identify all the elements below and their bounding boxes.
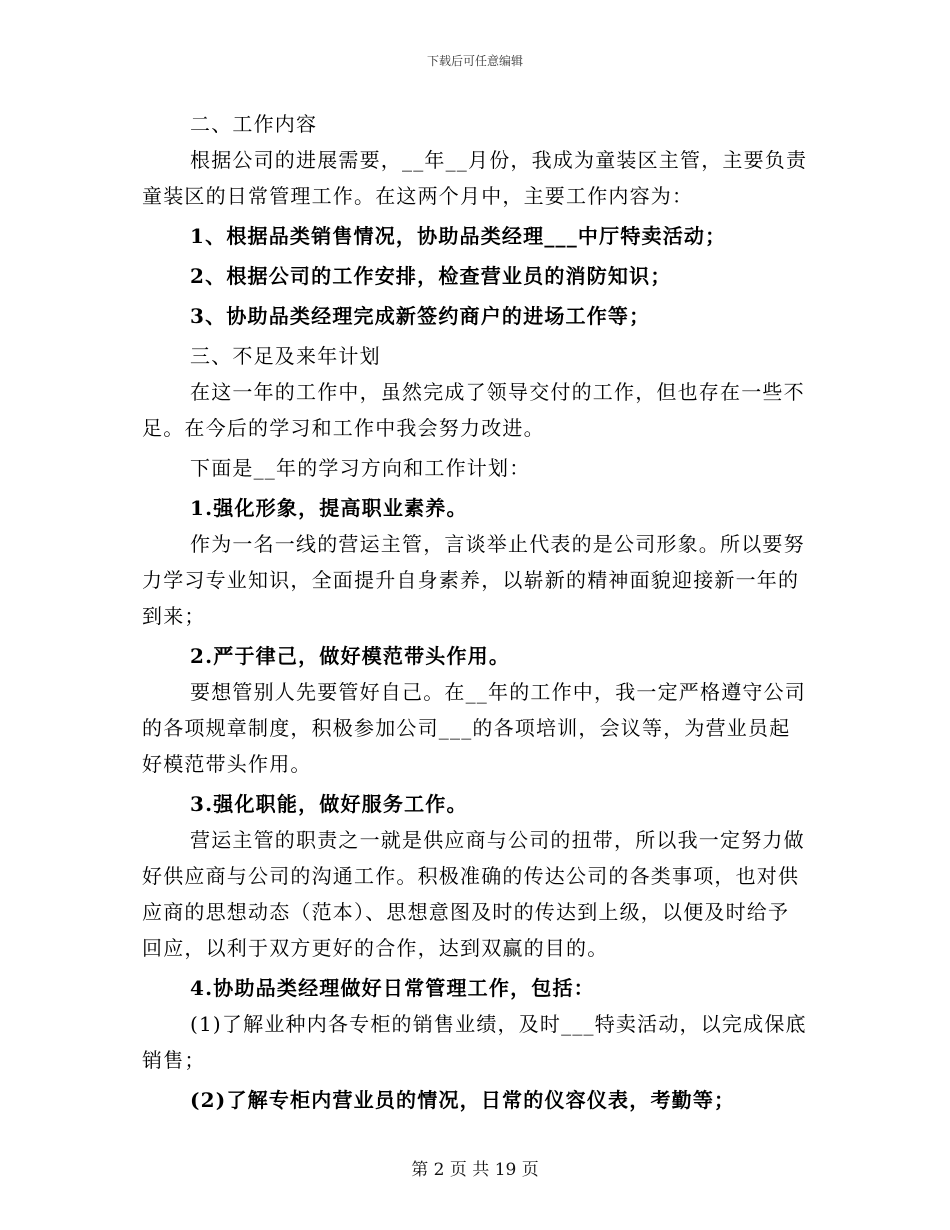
section-heading-work-content: 二、工作内容 (190, 112, 318, 136)
section-heading-plan: 三、不足及来年计划 (190, 344, 381, 368)
sub-item-2: (2)了解专柜内营业员的情况，日常的仪容仪表，考勤等； (190, 1088, 736, 1112)
page-number: 第 2 页 共 19 页 (411, 1160, 539, 1180)
plan-heading-1: 1.强化形象，提高职业素养。 (190, 496, 468, 520)
list-item-3: 3、协助品类经理完成新签约商户的进场工作等； (190, 304, 651, 328)
plan-heading-4: 4.协助品类经理做好日常管理工作，包括： (190, 976, 595, 1000)
plan-heading-2: 2.严于律己，做好模范带头作用。 (190, 644, 511, 668)
paragraph-shortcomings: 在这一年的工作中，虽然完成了领导交付的工作，但也存在一些不足。在今后的学习和工作中我会努力改进。 (142, 380, 805, 440)
sub-item-1: (1)了解业种内各专柜的销售业绩，及时___特卖活动，以完成保底销售； (142, 1012, 807, 1072)
paragraph-plan-3: 营运主管的职责之一就是供应商与公司的扭带，所以我一定努力做好供应商与公司的沟通工作。积极准确的传达公司的各类事项，也对供应商的思想动态（范本）、思想意图及时的传达到上级，以便及时给予回应，以利于双方更好的合作，达到双赢的目的。 (142, 828, 805, 960)
plan-heading-3: 3.强化职能，做好服务工作。 (190, 792, 468, 816)
paragraph-intro: 根据公司的进展需要，__年__月份，我成为童装区主管，主要负责童装区的日常管理工作。在这两个月中，主要工作内容为： (142, 148, 808, 208)
paragraph-plan-1: 作为一名一线的营运主管，言谈举止代表的是公司形象。所以要努力学习专业知识，全面提升自身素养，以崭新的精神面貌迎接新一年的到来； (142, 532, 805, 628)
document-body (142, 106, 808, 1118)
page-header-note: 下载后可任意编辑 (426, 54, 523, 68)
paragraph-plan-intro: 下面是__年的学习方向和工作计划： (190, 456, 531, 480)
list-item-1: 1、根据品类销售情况，协助品类经理___中厅特卖活动； (190, 224, 727, 248)
paragraph-plan-2: 要想管别人先要管好自己。在__年的工作中，我一定严格遵守公司的各项规章制度，积极参加公司___的各项培训，会议等，为营业员起好模范带头作用。 (142, 680, 806, 776)
list-item-2: 2、根据公司的工作安排，检查营业员的消防知识； (190, 264, 672, 288)
